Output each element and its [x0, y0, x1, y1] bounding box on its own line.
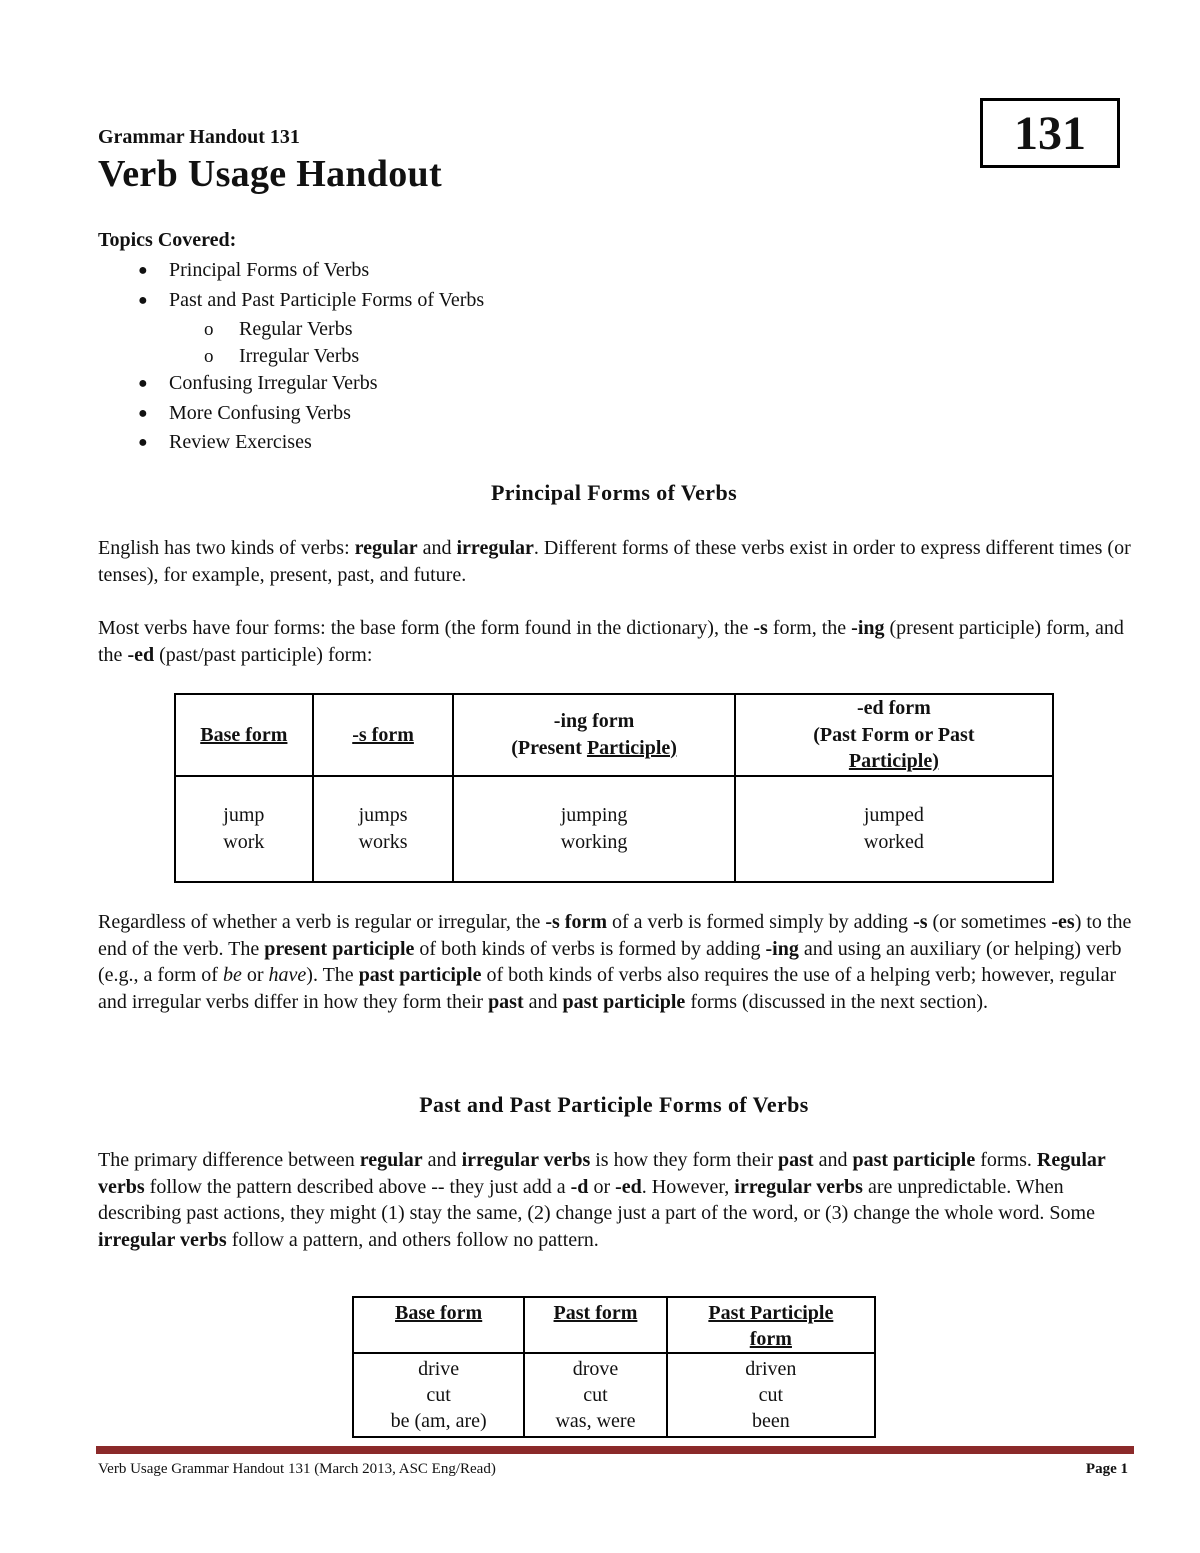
- text-run-bold: -ing: [765, 937, 799, 960]
- cell-text: jumping: [560, 804, 628, 826]
- text-run: and: [422, 1149, 462, 1171]
- handout-number-badge: 131: [980, 98, 1120, 168]
- text-run: follow the pattern described above -- they just add a: [144, 1175, 571, 1198]
- table-cell: [175, 776, 313, 882]
- paragraph-four-forms: [98, 615, 1138, 668]
- table-header-cell: [735, 694, 1053, 776]
- topic-text: Regular Verbs: [239, 318, 353, 340]
- past-forms-table: [352, 1296, 876, 1438]
- text-run: (past/past participle) form:: [154, 643, 373, 666]
- cell-text: was, were: [555, 1410, 636, 1432]
- text-run-bold: past: [778, 1149, 814, 1171]
- text-run: and: [417, 537, 457, 559]
- header-text: Participle): [848, 750, 939, 772]
- bullet-icon: ●: [138, 375, 148, 392]
- sub-bullet-icon: o: [204, 346, 214, 367]
- section-heading-principal-forms: Principal Forms of Verbs: [490, 480, 738, 505]
- table-cell: [667, 1353, 875, 1437]
- text-run-bold: irregular verbs: [98, 1228, 227, 1251]
- paragraph-regular-irregular: [98, 1147, 1138, 1253]
- topic-text: Review Exercises: [169, 431, 312, 453]
- text-run: (present participle) form, and the: [98, 617, 1124, 666]
- table-header-row: [353, 1297, 875, 1353]
- text-run: form, the: [767, 617, 852, 639]
- text-run: forms.: [975, 1149, 1037, 1171]
- topic-text: More Confusing Verbs: [169, 401, 351, 424]
- text-run: ) to the end of the verb. The: [98, 911, 1132, 960]
- text-run: of both kinds of verbs also requires the use of a helping verb; however, regular and irregular verbs differ in how they form their: [98, 964, 1117, 1013]
- text-run: (or sometimes: [927, 911, 1052, 933]
- text-run-bold: -ing: [851, 617, 885, 639]
- text-run-bold: -es: [1051, 911, 1075, 933]
- page-title: Verb Usage Handout: [98, 153, 442, 195]
- text-run-italic: have: [268, 964, 307, 986]
- text-run-bold: irregular verbs: [734, 1175, 863, 1198]
- header-text: Past form: [553, 1302, 638, 1324]
- cell-text: jumps: [358, 804, 408, 826]
- header-text: -s form: [352, 723, 414, 746]
- header-text: (Past Form or Past: [813, 723, 975, 746]
- text-run: follow a pattern, and others follow no pattern.: [226, 1228, 599, 1251]
- cell-text: jumped: [863, 804, 924, 826]
- header-text: Base form: [395, 1302, 483, 1324]
- table-cell: [313, 776, 454, 882]
- text-run-bold: past participle: [562, 990, 686, 1013]
- table-header-row: [175, 694, 1053, 776]
- text-run-bold: irregular: [456, 537, 534, 559]
- header-text: -ing form: [553, 710, 635, 733]
- text-run: or: [588, 1175, 616, 1198]
- table-header-cell: [353, 1297, 524, 1353]
- table-header-cell: [453, 694, 734, 776]
- cell-text: worked: [863, 830, 924, 853]
- text-run-bold: -ed: [615, 1175, 642, 1198]
- cell-text: jump: [223, 804, 265, 826]
- cell-text: driven: [745, 1358, 797, 1380]
- text-run: is how they form their: [590, 1149, 778, 1171]
- table-row: [175, 776, 1053, 882]
- header-text: Base form: [200, 723, 288, 746]
- table-row: [353, 1353, 875, 1437]
- text-run: . However,: [641, 1175, 735, 1198]
- header-text: (Present: [511, 736, 587, 759]
- text-run: and using an auxiliary (or helping) verb (e.g., a form of: [98, 937, 1122, 986]
- text-run: or: [241, 964, 269, 986]
- cell-text: works: [358, 830, 408, 853]
- text-run: and: [523, 990, 563, 1013]
- cell-text: drove: [572, 1358, 619, 1380]
- text-run-bold: Regular verbs: [98, 1149, 1106, 1198]
- bullet-icon: ●: [138, 404, 148, 422]
- text-run-bold: regular: [359, 1149, 423, 1171]
- cell-text: work: [223, 830, 265, 853]
- text-run-bold: past participle: [358, 964, 482, 986]
- table-header-cell: [313, 694, 454, 776]
- paragraph-s-form-participles: [98, 909, 1138, 1015]
- text-run-bold: regular: [354, 537, 418, 559]
- section-heading-past-forms: Past and Past Participle Forms of Verbs: [419, 1092, 809, 1117]
- bullet-icon: ●: [138, 434, 148, 451]
- topic-text: Irregular Verbs: [239, 345, 360, 367]
- text-run: and: [813, 1149, 853, 1171]
- text-run: of a verb is formed simply by adding: [607, 911, 914, 933]
- text-run: The primary difference between: [98, 1149, 360, 1171]
- table-cell: [524, 1353, 666, 1437]
- table-cell: [453, 776, 734, 882]
- text-run-bold: past participle: [852, 1149, 976, 1171]
- text-run-bold: -s: [753, 617, 768, 639]
- footer-caption: Verb Usage Grammar Handout 131 (March 2013, ASC Eng/Read): [98, 1461, 496, 1477]
- table-cell: [353, 1353, 524, 1437]
- cell-text: cut: [583, 1384, 608, 1406]
- cell-text: drive: [418, 1358, 460, 1380]
- handout-kicker: Grammar Handout 131: [98, 126, 300, 148]
- text-run-bold: past: [488, 990, 524, 1013]
- header-text: form: [749, 1328, 792, 1350]
- text-run: Regardless of whether a verb is regular or irregular, the: [98, 911, 546, 933]
- text-run: English has two kinds of verbs:: [98, 537, 355, 559]
- text-run: Most verbs have four forms: the base form (the form found in the dictionary), the: [98, 617, 754, 639]
- table-header-cell: [667, 1297, 875, 1353]
- bullet-icon: ●: [138, 291, 148, 309]
- text-run-bold: irregular verbs: [461, 1149, 591, 1171]
- cell-text: working: [560, 830, 628, 853]
- bullet-icon: ●: [138, 262, 148, 279]
- text-run-bold: -d: [570, 1175, 589, 1198]
- text-run-bold: -ed: [127, 643, 155, 666]
- table-header-cell: [175, 694, 313, 776]
- verb-forms-table: [174, 693, 1054, 883]
- text-run: . Different forms of these verbs exist in order to express different times (or tenses), for example, present, past, and future.: [98, 537, 1131, 586]
- cell-text: cut: [426, 1384, 451, 1406]
- header-text: Past Participle: [708, 1302, 834, 1324]
- table-header-cell: [524, 1297, 666, 1353]
- page-number: Page 1: [1085, 1461, 1128, 1477]
- topic-text: Confusing Irregular Verbs: [169, 372, 378, 394]
- text-run: of both kinds of verbs is formed by adding: [414, 937, 766, 960]
- text-run: are unpredictable. When describing past actions, they might (1) stay the same, (2) change just a part of the word, or (3) change the whole word. Some: [98, 1175, 1095, 1224]
- cell-text: been: [751, 1410, 790, 1432]
- cell-text: be (am, are): [390, 1410, 487, 1432]
- text-run: ). The: [306, 964, 359, 986]
- cell-text: cut: [758, 1384, 784, 1406]
- text-run-bold: -s form: [545, 911, 607, 933]
- topic-text: Principal Forms of Verbs: [169, 259, 370, 281]
- topics-label: Topics Covered:: [98, 229, 237, 251]
- text-run-bold: -s: [913, 911, 928, 933]
- sub-bullet-icon: o: [204, 319, 214, 340]
- header-text: Participle): [586, 736, 677, 759]
- topic-text: Past and Past Participle Forms of Verbs: [169, 288, 485, 311]
- text-run: forms (discussed in the next section).: [685, 990, 989, 1013]
- table-cell: [735, 776, 1053, 882]
- text-run-bold: present participle: [264, 937, 415, 960]
- text-run-italic: be: [222, 964, 242, 986]
- paragraph-verb-kinds: [98, 535, 1138, 588]
- header-text: -ed form: [856, 697, 931, 719]
- footer-divider: [96, 1446, 1134, 1454]
